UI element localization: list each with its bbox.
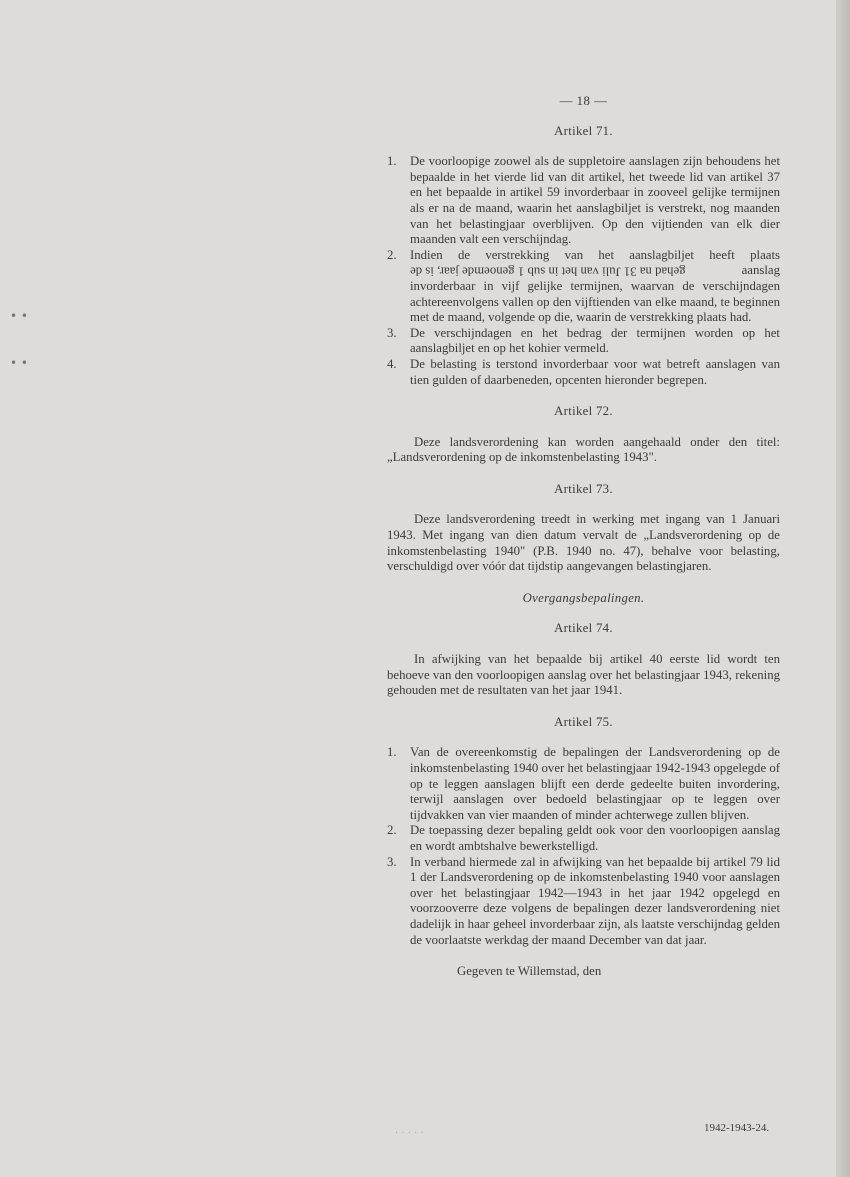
signature-line: Gegeven te Willemstad, den (457, 964, 602, 979)
page-edge (836, 0, 850, 1177)
artikel-73-text: Deze landsverordening treedt in werking met ingang van 1 Januari 1943. Met ingang van dien datum vervalt de „Landsverordening op de inkomstenbelasting 1940" (P.B. 1940 no. 47), behalve voor belasting, verschuldigd over vóór dat tijdstip aangevangen belastingjaren. (387, 512, 780, 574)
heading-artikel-75: Artikel 75. (554, 714, 613, 729)
list-item: 3. De verschijndagen en het bedrag der termijnen worden op het aanslagbiljet en op het kohier vermeld. (387, 325, 780, 356)
list-item: 4. De belasting is terstond invorderbaar voor wat betreft aanslagen van tien gulden of daarbeneden, opcenten hieronder begrepen. (387, 356, 780, 387)
document-reference: 1942-1943-24. (704, 1122, 770, 1134)
list-item: 3. In verband hiermede zal in afwijking van het bepaalde bij artikel 79 lid 1 der Landsverordening op de inkomstenbelasting 1940 voor aanslagen over het belastingjaar 1942—1943 in het jaar 1942 opgelegd en voorzooverre deze volgens de bepalingen dezer landsverordening niet dadelijk in haar geheel invorderbaar zijn, als laatste verschijndag gelden de voorlaatste werkdag der maand December van dat jaar. (387, 854, 780, 947)
heading-artikel-72: Artikel 72. (554, 404, 613, 419)
heading-artikel-71: Artikel 71. (554, 123, 613, 138)
list-item: 2. Indien de verstrekking van het aanslagbiljet heeft plaats gehad na 31 Juli van het in sub 1 genoemde jaar, is de aanslag invorderbaar in vijf gelijke termijnen, waarvan de verschijndagen achtereenvolgens vallen op den vijftienden van elke maand, te beginnen met de maand, volgende op die, waarin de verstrekking plaats had. (387, 247, 780, 325)
list-item: 1. De voorloopige zoowel als de suppletoire aanslagen zijn behoudens het bepaalde in het vierde lid van dit artikel, het tweede lid van artikel 37 en het bepaalde in artikel 59 invorderbaar in zooveel gelijke termijnen als er na de maand, waarin het aanslagbiljet is verstrekt, nog maanden van het belastingjaar overblijven. Op den vijtienden van elk dier maanden valt een verschijndag. (387, 154, 780, 247)
list-item: 1. Van de overeenkomstig de bepalingen der Landsverordening op de inkomstenbelasting 1940 over het belastingjaar 1942-1943 opgelegde of op te leggen aanslagen blijft een derde gedeelte buiten invordering, terwijl aanslagen over bedoeld belastingjaar op te leggen over tijdvakken van vier maanden of minder achterwege zullen blijven. (387, 745, 780, 822)
artikel-75-list (387, 745, 780, 948)
artikel-72-text: Deze landsverordening kan worden aangehaald onder den titel: „Landsverordening op de inkomstenbelasting 1943". (387, 434, 780, 465)
ink-smudge: · · · · · (395, 1128, 424, 1139)
artikel-71-list (387, 154, 780, 388)
binding-hole-marks: • • (10, 309, 28, 323)
binding-hole-marks: • • (10, 356, 28, 370)
heading-artikel-73: Artikel 73. (554, 481, 613, 496)
artikel-74-text: In afwijking van het bepaalde bij artikel 40 eerste lid wordt ten behoeve van den voorloopigen aanslag over het belastingjaar 1943, rekening gehouden met de resultaten van het jaar 1941. (387, 652, 780, 698)
heading-overgangsbepalingen: Overgangsbepalingen. (522, 590, 645, 605)
list-item: 2. De toepassing dezer bepaling geldt ook voor den voorloopigen aanslag en wordt ambtshalve bewerkstelligd. (387, 823, 780, 853)
document-body (387, 94, 780, 980)
page-number: — 18 — (559, 94, 608, 108)
heading-artikel-74: Artikel 74. (554, 621, 613, 636)
upside-down-text-line: gehad na 31 Juli van het in sub 1 genoemde jaar, is de (410, 264, 686, 279)
